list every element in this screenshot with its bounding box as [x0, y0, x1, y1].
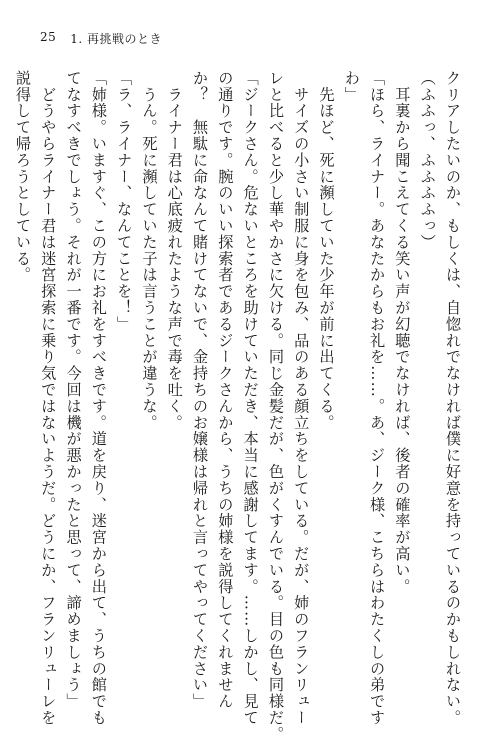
running-header [40, 30, 162, 47]
text-line: サイズの小さい制服に身を包み、品のある顔立ちをしている。だが、姉のフランリュー [292, 70, 311, 726]
text-line: 「姉様。いますぐ、この方にお礼をすべきです。道を戻り、迷宮から出て、うちの館でも [89, 70, 108, 726]
text-line: てなすべきでしょう。それが一番です。今回は機が悪かったと思って、諦めましょう」 [64, 70, 83, 710]
page-number: 25 [40, 30, 57, 44]
text-line: （ふふっ、ふふふふっ） [418, 70, 437, 251]
vertical-body-text [13, 70, 465, 742]
text-line: レと比べると少し華やかさに欠ける。同じ金髪だが、色がくすんでいる。目の色も同様だ。 [266, 70, 285, 742]
text-line: 「ほら、ライナー。あなたからもお礼を……。あ、ジーク様、こちらはわたくしの弟です [368, 70, 387, 726]
text-line: か？ 無駄に命なんて賭けてないで、金持ちのお嬢様は帰れと言ってやってください」 [191, 70, 210, 710]
text-line: 先ほど、死に瀕していた少年が前に出てくる。 [317, 70, 336, 431]
text-line: わ」 [342, 70, 361, 103]
text-line: クリアしたいのか、もしくは、自惚れでなければ僕に好意を持っているのかもしれない。 [444, 70, 462, 726]
text-line: 耳裏から聞こえてくる笑い声が幻聴でなければ、後者の確率が高い。 [393, 70, 412, 595]
chapter-title: 1. 再挑戦のとき [70, 32, 163, 46]
text-line: うん。死に瀕していた子は言うことが違うな。 [140, 70, 159, 431]
text-line: の通りです。腕のいい探索者であるジークさんから、うちの姉様を説得してくれません [216, 70, 235, 710]
text-line: 「ジークさん。危ないところを助けていただき、本当に感謝してます。……しかし、見て [241, 70, 260, 726]
text-line: どうやらライナー君は迷宮探索に乗り気ではないようだ。どうにか、フランリューレを [39, 70, 58, 726]
text-line: 説得して帰ろうとしている。 [13, 70, 32, 284]
text-line: 「ラ、ライナー、なんてことを！」 [115, 70, 134, 333]
text-line: ライナー君は心底疲れたような声で毒を吐く。 [165, 70, 184, 431]
